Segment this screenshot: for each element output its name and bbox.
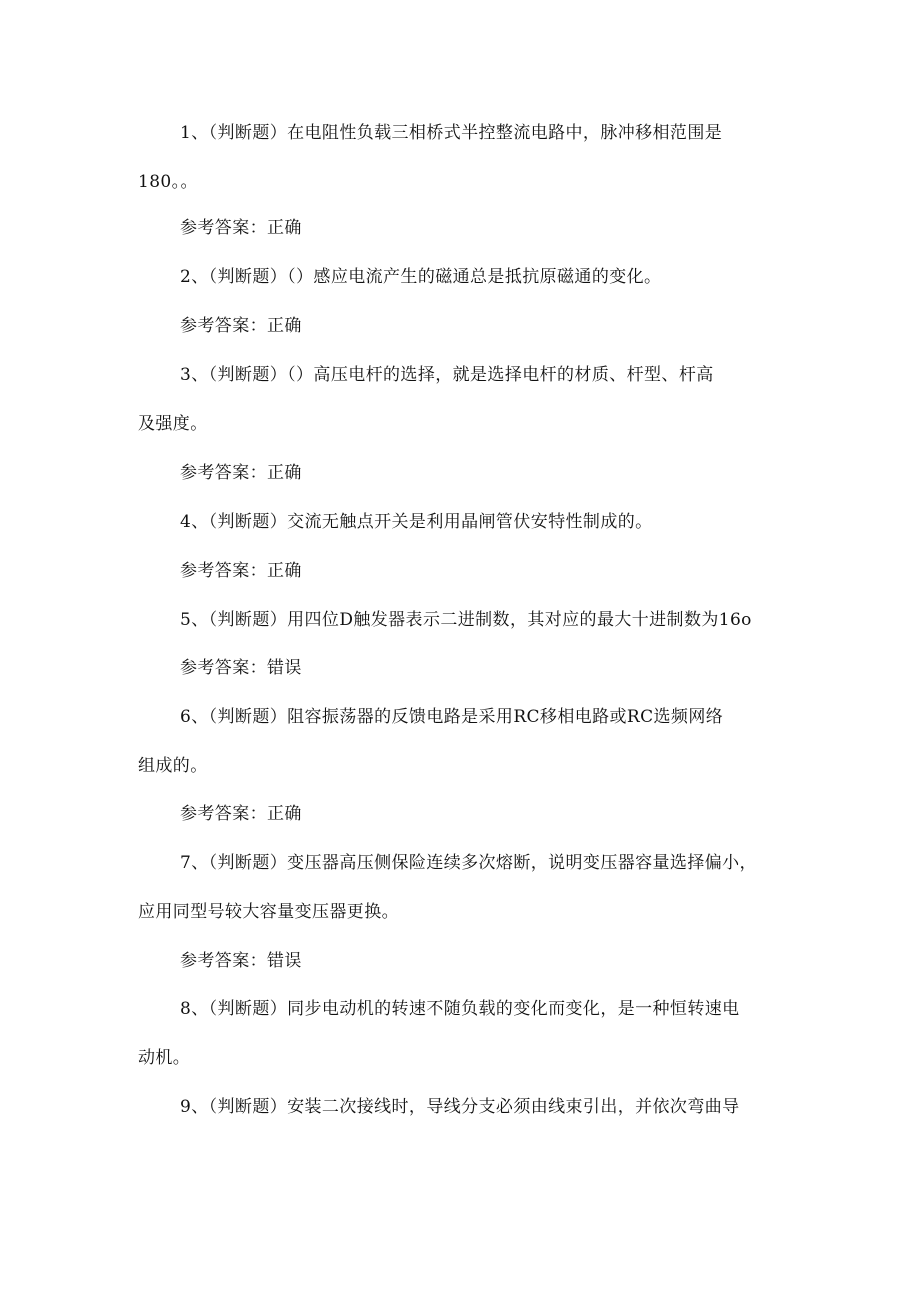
question-7-text: 7、（判断题）变压器高压侧保险连续多次熔断，说明变压器容量选择偏小， <box>180 853 757 873</box>
question-8-text: 8、（判断题）同步电动机的转速不随负载的变化而变化，是一种恒转速电 <box>180 999 740 1019</box>
question-4-text: 4、（判断题）交流无触点开关是利用晶闸管伏安特性制成的。 <box>180 512 653 532</box>
question-3-text-continued: 及强度。 <box>138 414 208 434</box>
question-3-text: 3、（判断题）（）高压电杆的选择，就是选择电杆的材质、杆型、杆高 <box>180 365 714 385</box>
question-1-text-continued: 180。。 <box>138 172 198 192</box>
question-5-answer: 参考答案：错误 <box>180 658 302 678</box>
question-6-text: 6、（判断题）阻容振荡器的反馈电路是采用RC移相电路或RC选频网络 <box>180 707 724 727</box>
question-7-answer: 参考答案：错误 <box>180 951 302 971</box>
question-2-answer: 参考答案：正确 <box>180 316 302 336</box>
question-9-text: 9、（判断题）安装二次接线时，导线分支必须由线束引出，并依次弯曲导 <box>180 1097 740 1117</box>
question-8-text-continued: 动机。 <box>138 1048 191 1068</box>
question-1-text: 1、（判断题）在电阻性负载三相桥式半控整流电路中，脉冲移相范围是 <box>180 123 723 143</box>
question-2-text: 2、（判断题）（）感应电流产生的磁通总是抵抗原磁通的变化。 <box>180 267 662 287</box>
question-6-answer: 参考答案：正确 <box>180 804 302 824</box>
question-3-answer: 参考答案：正确 <box>180 463 302 483</box>
question-7-text-continued: 应用同型号较大容量变压器更换。 <box>138 902 399 922</box>
question-4-answer: 参考答案：正确 <box>180 561 302 581</box>
question-1-answer: 参考答案：正确 <box>180 218 302 238</box>
question-6-text-continued: 组成的。 <box>138 756 208 776</box>
question-5-text: 5、（判断题）用四位D触发器表示二进制数，其对应的最大十进制数为16o <box>180 610 752 630</box>
